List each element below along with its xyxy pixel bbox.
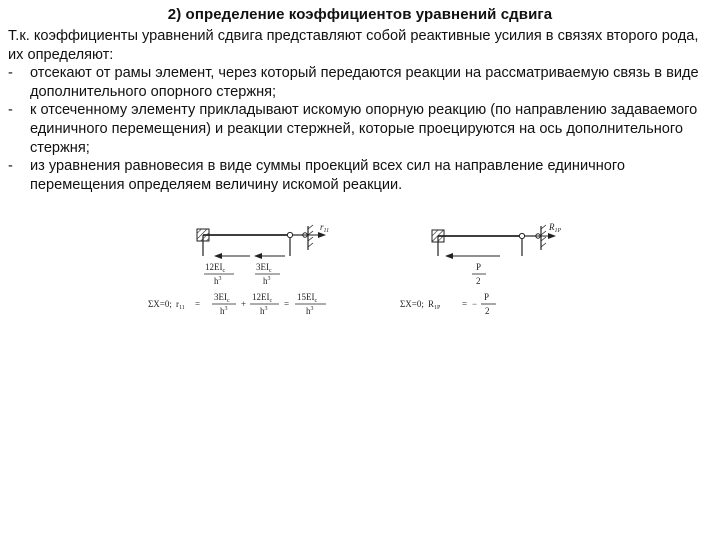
eq-variable: $R_{1P}$ bbox=[428, 299, 441, 311]
fraction-denominator: 2 bbox=[476, 276, 481, 286]
eq-plus: + bbox=[241, 299, 247, 309]
eq-equals-2: = bbox=[284, 299, 290, 309]
right-equation bbox=[400, 292, 496, 316]
fraction-denominator: $h^3$ bbox=[214, 276, 222, 286]
eq-prefix: ΣX=0; bbox=[148, 299, 172, 309]
fraction-numerator: $12EI_c$ bbox=[205, 262, 226, 274]
right-frame-element bbox=[432, 222, 562, 256]
reaction-label: $r_{11}$ bbox=[320, 222, 330, 234]
eq-prefix: ΣX=0; bbox=[400, 299, 424, 309]
left-force-1 bbox=[204, 262, 234, 286]
right-force bbox=[472, 262, 486, 286]
list-item-text: из уравнения равновесия в виде суммы проекций всех сил на направление единичного перемещения определяем величину искомой реакции. bbox=[30, 158, 626, 193]
fraction-denominator: $h^3$ bbox=[263, 276, 271, 286]
fraction-numerator: P bbox=[476, 262, 482, 272]
eq-variable: $r_{11}$ bbox=[176, 299, 185, 311]
hinge-node bbox=[519, 233, 524, 238]
page-title: 2) определение коэффициентов уравнений сдвига bbox=[167, 6, 553, 23]
eq-numerator: P bbox=[484, 292, 490, 302]
left-equation bbox=[148, 292, 326, 316]
eq-term1-numerator: $3EI_c$ bbox=[214, 292, 230, 304]
left-force-2 bbox=[255, 262, 280, 286]
eq-equals: = bbox=[195, 299, 201, 309]
bullet-dash: - bbox=[8, 158, 13, 175]
eq-denominator: 2 bbox=[485, 306, 490, 316]
left-frame-element bbox=[197, 222, 329, 256]
eq-minus: − bbox=[472, 299, 478, 309]
wall-hatching bbox=[308, 225, 313, 247]
eq-term1-denominator: $h^3$ bbox=[220, 306, 228, 316]
eq-term2-numerator: $12EI_c$ bbox=[252, 292, 273, 304]
eq-result-denominator: $h^3$ bbox=[306, 306, 314, 316]
reaction-label: $R_{1P}$ bbox=[549, 222, 562, 234]
list-item-text: отсекают от рамы элемент, через который передаются реакции на рассматриваемую связь в виде дополнительного опорного стержня; bbox=[30, 65, 699, 100]
fraction-numerator: $3EI_c$ bbox=[256, 262, 272, 274]
eq-term2-denominator: $h^3$ bbox=[260, 306, 268, 316]
hinge-node bbox=[287, 232, 292, 237]
intro-paragraph: Т.к. коэффициенты уравнений сдвига представляют собой реактивные усилия в связях второго рода, их определяют: bbox=[8, 28, 699, 63]
eq-result-numerator: $15EI_c$ bbox=[297, 292, 318, 304]
eq-equals: = bbox=[462, 299, 468, 309]
bullet-dash: - bbox=[8, 102, 13, 119]
list-item-text: к отсеченному элементу прикладывают искомую опорную реакцию (по направлению задаваемого единичного перемещения) и реакции стержней, которые проецируются на ось дополнительного стержня; bbox=[30, 102, 698, 156]
bullet-dash: - bbox=[8, 65, 13, 82]
